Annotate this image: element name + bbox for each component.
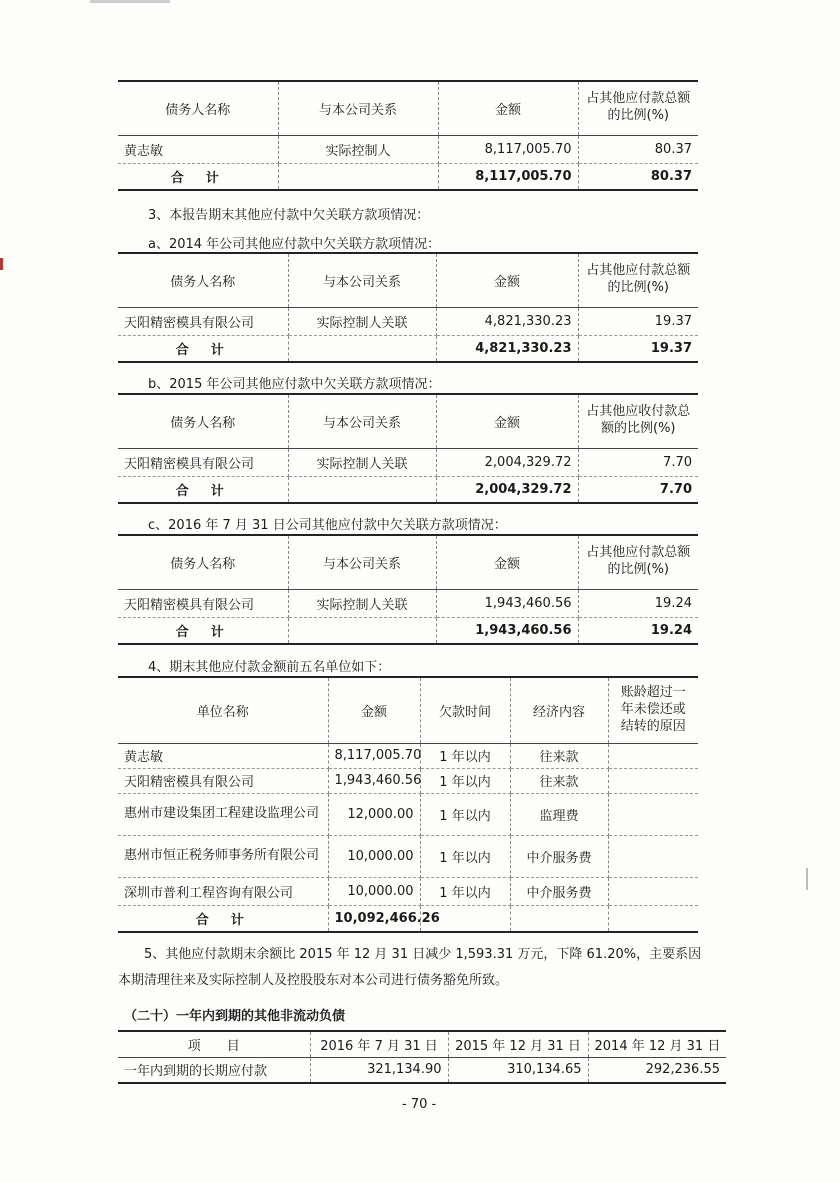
total-ratio: 80.37 [578,163,698,190]
header-relationship: 与本公司关系 [278,81,438,135]
section-c-title: c、2016 年 7 月 31 日公司其他应付款中欠关联方款项情况： [148,518,507,533]
cell-reason [608,768,698,793]
header-ratio: 占其他应付款总额的比例(%) [578,81,698,135]
total-amount: 4,821,330.23 [436,335,578,362]
total-empty [278,163,438,190]
total-ratio: 7.70 [578,476,698,503]
cell-relationship: 实际控制人关联 [288,307,436,335]
section-b-title: b、2015 年公司其他应付款中欠关联方款项情况： [148,377,441,392]
cell-2014: 292,236.55 [588,1057,726,1083]
total-label: 合计 [118,617,288,644]
cell-debtor-name: 天阳精密模具有限公司 [118,307,288,335]
paragraph-4: 4、期末其他应付款金额前五名单位如下： [148,660,391,675]
header-2016: 2016 年 7 月 31 日 [310,1031,448,1057]
cell-unit-name: 黄志敏 [118,743,328,768]
cell-reason [608,835,698,877]
total-empty [288,617,436,644]
paragraph-5: 5、其他应付款期末余额比 2015 年 12 月 31 日减少 1,593.31 万元，下降 61.20%，主要系因本期清理往来及实际控制人及控股股东对本公司进行债务豁免所致。 [118,947,702,988]
total-amount: 2,004,329.72 [436,476,578,503]
cell-reason [608,743,698,768]
cell-ratio: 19.37 [578,307,698,335]
cell-unit-name: 惠州市恒正税务师事务所有限公司 [118,835,328,877]
total-empty [288,476,436,503]
header-reason: 账龄超过一年未偿还或结转的原因 [608,677,698,743]
cell-relationship: 实际控制人关联 [288,589,436,617]
cell-unit-name: 惠州市建设集团工程建设监理公司 [118,793,328,835]
cell-owed-time: 1 年以内 [420,743,510,768]
top-five-table [118,676,698,933]
total-empty [608,905,698,932]
debtor-table-2014 [118,252,698,363]
cell-amount: 12,000.00 [328,793,420,835]
cell-owed-time: 1 年以内 [420,768,510,793]
cell-ratio: 80.37 [578,135,698,163]
header-amount: 金额 [436,535,578,589]
scan-mark [90,0,170,3]
cell-reason [608,793,698,835]
cell-unit-name: 深圳市普利工程咨询有限公司 [118,877,328,905]
header-debtor-name: 债务人名称 [118,81,278,135]
cell-debtor-name: 天阳精密模具有限公司 [118,448,288,476]
scan-mark [0,258,3,270]
header-amount: 金额 [436,394,578,448]
total-label: 合计 [118,476,288,503]
section-a-title: a、2014 年公司其他应付款中欠关联方款项情况： [148,237,441,252]
total-amount: 10,092,466.26 [328,905,420,932]
cell-relationship: 实际控制人 [278,135,438,163]
header-ratio: 占其他应收付款总额的比例(%) [578,394,698,448]
header-ratio: 占其他应付款总额的比例(%) [578,253,698,307]
header-2015: 2015 年 12 月 31 日 [448,1031,588,1057]
total-label: 合计 [118,335,288,362]
cell-amount: 1,943,460.56 [328,768,420,793]
cell-amount: 4,821,330.23 [436,307,578,335]
cell-content: 中介服务费 [510,835,608,877]
cell-content: 往来款 [510,768,608,793]
cell-content: 监理费 [510,793,608,835]
header-amount: 金额 [438,81,578,135]
cell-amount: 10,000.00 [328,877,420,905]
cell-amount: 8,117,005.70 [438,135,578,163]
scan-mark [806,868,808,890]
total-amount: 1,943,460.56 [436,617,578,644]
header-2014: 2014 年 12 月 31 日 [588,1031,726,1057]
header-debtor-name: 债务人名称 [118,535,288,589]
header-relationship: 与本公司关系 [288,535,436,589]
header-debtor-name: 债务人名称 [118,394,288,448]
header-relationship: 与本公司关系 [288,253,436,307]
header-unit-name: 单位名称 [118,677,328,743]
debtor-table-2016 [118,534,698,645]
section-20-title: （二十）一年内到期的其他非流动负债 [124,1009,346,1024]
total-ratio: 19.24 [578,617,698,644]
total-empty [510,905,608,932]
cell-debtor-name: 黄志敏 [118,135,278,163]
paragraph-3: 3、本报告期末其他应付款中欠关联方款项情况： [148,208,430,223]
cell-amount: 8,117,005.70 [328,743,420,768]
cell-owed-time: 1 年以内 [420,835,510,877]
page-number: - 70 - [402,1097,437,1112]
cell-content: 中介服务费 [510,877,608,905]
cell-owed-time: 1 年以内 [420,793,510,835]
cell-content: 往来款 [510,743,608,768]
total-ratio: 19.37 [578,335,698,362]
cell-item: 一年内到期的长期应付款 [118,1057,310,1083]
cell-debtor-name: 天阳精密模具有限公司 [118,589,288,617]
total-label: 合计 [118,905,328,932]
header-amount: 金额 [436,253,578,307]
total-label: 合计 [118,163,278,190]
header-relationship: 与本公司关系 [288,394,436,448]
header-ratio: 占其他应付款总额的比例(%) [578,535,698,589]
cell-amount: 1,943,460.56 [436,589,578,617]
cell-unit-name: 天阳精密模具有限公司 [118,768,328,793]
header-amount: 金额 [328,677,420,743]
cell-2015: 310,134.65 [448,1057,588,1083]
total-empty [288,335,436,362]
cell-reason [608,877,698,905]
cell-owed-time: 1 年以内 [420,877,510,905]
debtor-table-top [118,80,698,191]
non-current-liabilities-table [118,1030,726,1084]
total-amount: 8,117,005.70 [438,163,578,190]
header-debtor-name: 债务人名称 [118,253,288,307]
cell-ratio: 7.70 [578,448,698,476]
cell-2016: 321,134.90 [310,1057,448,1083]
cell-amount: 2,004,329.72 [436,448,578,476]
cell-ratio: 19.24 [578,589,698,617]
debtor-table-2015 [118,393,698,504]
header-content: 经济内容 [510,677,608,743]
cell-amount: 10,000.00 [328,835,420,877]
header-owed-time: 欠款时间 [420,677,510,743]
cell-relationship: 实际控制人关联 [288,448,436,476]
header-item: 项 目 [118,1031,310,1057]
